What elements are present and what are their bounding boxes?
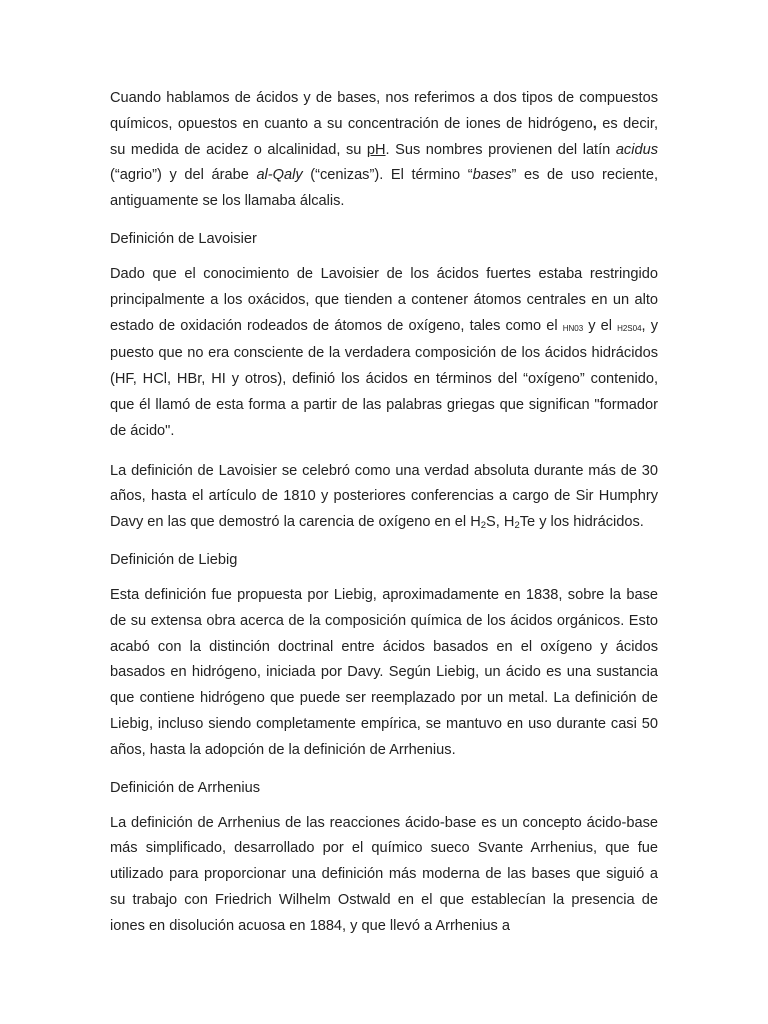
- document-page: [110, 86, 658, 954]
- paragraph-lavoisier: Dado que el conocimiento de Lavoisier de los ácidos fuertes estaba restringido principalmente a los oxácidos, que tienden a contener átomos centrales en un alto estado de oxidación rodeados de átomos de oxígeno, tales como el HN03 y el H2S04, y puesto que no era consciente de la verdadera composición de los ácidos hidrácidos (HF, HCl, HBr, HI y otros), definió los ácidos en términos del “oxígeno” contenido, que él llamó de esta forma a partir de las palabras griegas que significan "formador de ácido".: [110, 265, 658, 439]
- formula-h2so4: H2S04: [617, 323, 642, 333]
- paragraph-davy: La definición de Lavoisier se celebró como una verdad absoluta durante más de 30 años, hasta el artículo de 1810 y posteriores conferencias a cargo de Sir Humphry Davy en las que demostró la carencia de oxígeno en el $H_2S$, $H_2Te$ y los hidrácidos.: [110, 462, 658, 532]
- heading-arrhenius: Definición de Arrhenius: [110, 779, 261, 796]
- formula-hno3: HN03: [562, 323, 584, 333]
- ph-link[interactable]: pH: [366, 141, 386, 158]
- paragraph-liebig: Esta definición fue propuesta por Liebig, aproximadamente en 1838, sobre la base de su extensa obra acerca de la composición química de los ácidos orgánicos. Esto acabó con la distinción doctrinal entre ácidos basados en el oxígeno y ácidos basados en hidrógeno, iniciada por Davy. Según Liebig, un ácido es una sustancia que contiene hidrógeno que puede ser reemplazado por un metal. La definición de Liebig, incluso siendo completamente empírica, se mantuvo en uso durante casi 50 años, hasta la adopción de la definición de Arrhenius.: [110, 586, 658, 758]
- paragraph-intro: Cuando hablamos de ácidos y de bases, nos referimos a dos tipos de compuestos químicos, opuestos en cuanto a su concentración de iones de hidrógeno, es decir, su medida de acidez o alcalinidad, su pH. Sus nombres provienen del latín acidus (“agrio”) y del árabe al-Qaly (“cenizas”). El término “bases” es de uso reciente, antiguamente se los llamaba álcalis.: [110, 90, 658, 210]
- heading-liebig: Definición de Liebig: [110, 551, 238, 568]
- paragraph-arrhenius: La definición de Arrhenius de las reacciones ácido-base es un concepto ácido-base más simplificado, desarrollado por el químico sueco Svante Arrhenius, que fue utilizado para proporcionar una definición más moderna de las bases que siguió a su trabajo con Friedrich Wilhelm Ostwald en el que establecían la presencia de iones en disolución acuosa en 1884, y que llevó a Arrhenius a: [110, 814, 658, 934]
- heading-lavoisier: Definición de Lavoisier: [110, 230, 257, 247]
